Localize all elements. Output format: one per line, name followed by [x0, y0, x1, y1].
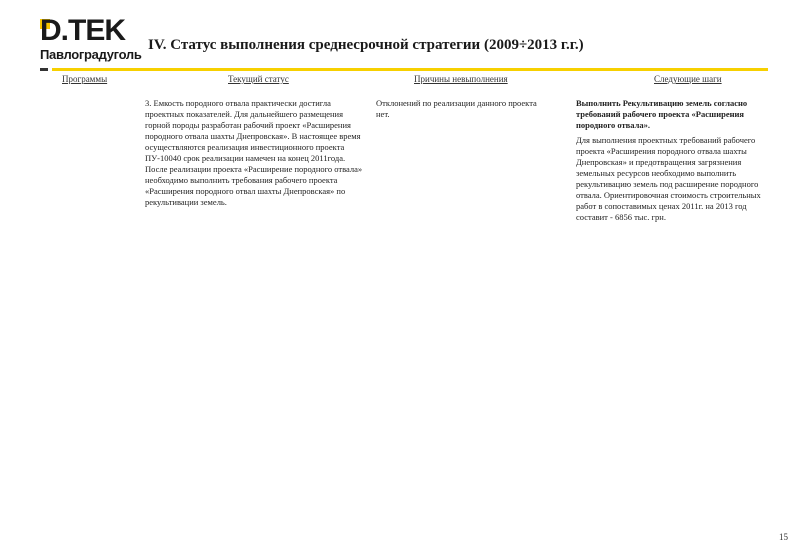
reasons-text: Отклонений по реализации данного проекта нет. — [376, 98, 537, 119]
next-steps-heading: Выполнить Рекультивацию земель согласно требований рабочего проекта «Расширения породного отвала». — [576, 98, 748, 130]
page-number: 15 — [779, 532, 788, 542]
company-logo — [36, 14, 142, 64]
column-header-next-steps: Следующие шаги — [654, 74, 722, 84]
header-rule-dark — [40, 68, 48, 71]
column-header-reasons: Причины невыполнения — [414, 74, 508, 84]
column-header-programs: Программы — [62, 74, 108, 84]
next-steps-cell — [576, 98, 770, 227]
logo-subtitle: Павлоградуголь — [40, 47, 142, 62]
header-rule-yellow — [52, 68, 768, 71]
status-cell — [145, 98, 365, 212]
logo-main-text: D.TEK — [40, 14, 125, 47]
reasons-cell — [376, 98, 546, 124]
column-header-status: Текущий статус — [228, 74, 289, 84]
next-steps-text: Для выполнения проектных требований рабочего проекта «Расширения породного отвала шахты Днепровская» и предотвращения загрязнения земельных ресурсов необходимо выполнить рекультивацию земель под расширение породного отвала. Ориентировочная стоимость строительных работ в сопоставимых ценах 2011г. на 2013 год составит - 6856 тыс. грн. — [576, 135, 761, 222]
page-title: IV. Статус выполнения среднесрочной стратегии (2009÷2013 г.г.) — [148, 37, 584, 53]
status-text: 3. Емкость породного отвала практически достигла проектных показателей. Для дальнейшего размещения горной породы разработан рабочий проект «Расширения породного отвала шахты Днепровская». В настоящее время осуществляются реализация инвестиционного проекта ПУ-10040 срок реализации намечен на конец 2011года. После реализации проекта «Расширение породного отвала» необходимо выполнить требования рабочего проекта «Расширения породного отвал шахты Днепровская» по рекультивации земель. — [145, 98, 363, 207]
